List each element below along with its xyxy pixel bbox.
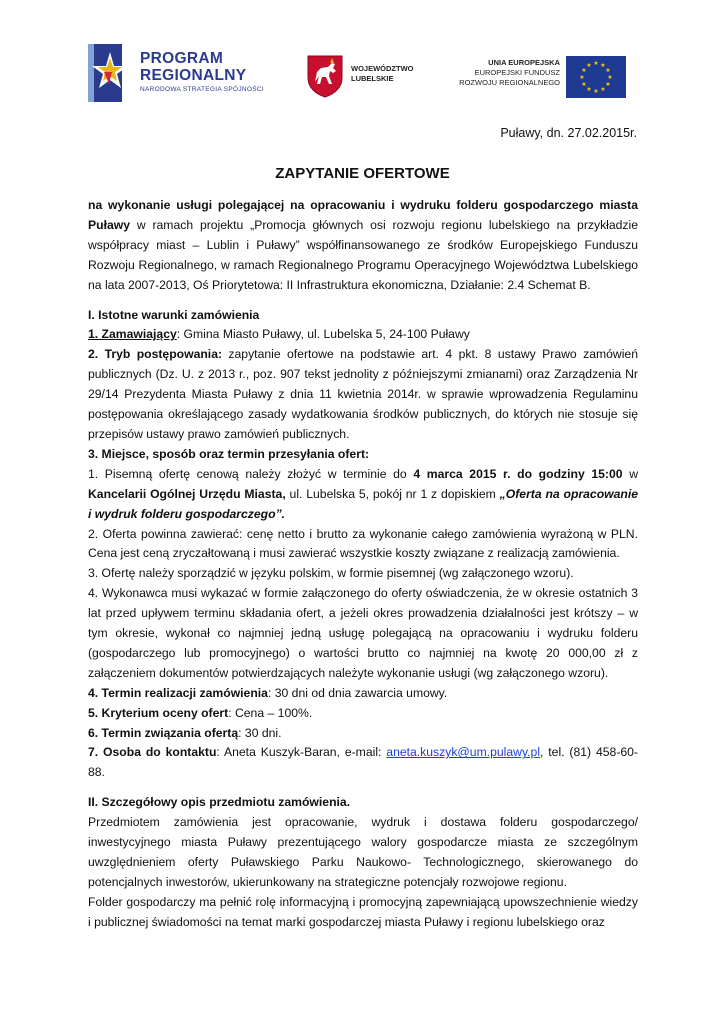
- program-regionalny-star-icon: [88, 42, 134, 104]
- eu-flag-icon: [566, 56, 626, 98]
- eu-logo-line3: ROZWOJU REGIONALNEGO: [459, 78, 560, 87]
- section2-para2: Folder gospodarczy ma pełnić rolę informacyjną i promocyjną zapewniającą upowszechnienie wiedzy i publicznej świadomości na temat marki gospodarczej miasta Puławy i regionu lubelskiego oraz: [88, 894, 638, 929]
- svg-text:★: ★: [600, 86, 606, 93]
- document-date: Puławy, dn. 27.02.2015r.: [500, 126, 637, 140]
- item4-text: : 30 dni od dnia zawarcia umowy.: [267, 685, 448, 700]
- svg-text:★: ★: [586, 86, 592, 93]
- program-regionalny-logo: [88, 42, 288, 108]
- item7: [88, 743, 638, 783]
- svg-text:★: ★: [600, 62, 606, 69]
- item6: [88, 724, 638, 744]
- eu-logo-line2: EUROPEJSKI FUNDUSZ: [474, 68, 560, 77]
- offer-deadline: 4 marca 2015 r. do godziny 15:00: [413, 466, 623, 481]
- item4-label: 4. Termin realizacji zamówienia: [88, 685, 268, 700]
- document-body: [88, 196, 638, 933]
- intro-bold: na wykonanie usługi polegającej na opracowaniu i wydruku folderu gospodarczego miasta Puławy: [88, 198, 638, 232]
- item2: [88, 345, 638, 445]
- woj-logo-line2: LUBELSKIE: [351, 74, 394, 83]
- program-logo-line2: REGIONALNY: [140, 67, 247, 84]
- item3-4: 4. Wykonawca musi wykazać w formie załączonego do oferty oświadczenia, że w okresie ostatnich 3 lat przed upływem terminu składania ofert, a jeżeli okres prowadzenia działalności jest krótszy – w tym okresie, wykonał co najmniej jedną usługę polegającą na opracowaniu i wydruku folderu (gospodarczego lub promocyjnego) o wartości brutto co najmniej na kwotę 20 000,00 zł z załączeniem dokumentów potwierdzających należyte wykonanie usługi (wg załączonego wzoru).: [88, 586, 638, 680]
- contact-email-link[interactable]: aneta.kuszyk@um.pulawy.pl: [386, 745, 541, 760]
- item6-label: 6. Termin związania ofertą: [88, 725, 239, 740]
- item4: [88, 684, 638, 704]
- item3-heading: 3. Miejsce, sposób oraz termin przesyłania ofert:: [88, 446, 370, 461]
- intro-paragraph: [88, 196, 638, 296]
- section2-para1: Przedmiotem zamówienia jest opracowanie, wydruk i dostawa folderu gospodarczego/ inwestycyjnego miasta Puławy prezentującego walory gospodarcze miasta ze szczególnym uwzględnieniem oferty Puławskiego Parku Naukowo- Technologicznego, skierowanego do potencjalnych inwestorów, ukierunkowany na strategiczne potencjały rozwojowe regionu.: [88, 815, 638, 889]
- item5: [88, 704, 638, 724]
- item1-label: 1. Zamawiający: [88, 327, 177, 342]
- document-header: [0, 0, 725, 110]
- wojewodztwo-lubelskie-logo: [306, 54, 414, 103]
- item7-text: : Aneta Kuszyk-Baran, e-mail:: [216, 745, 387, 760]
- svg-text:★: ★: [586, 62, 592, 69]
- intro-text: w ramach projektu „Promocja głównych osi rozwoju regionu lubelskiego na przykładzie współpracy miast – Lublin i Puławy” współfinansowanego ze środków Europejskiego Funduszu Rozwoju Regionalnego, w ramach Regionalnego Programu Operacyjnego Województwa Lubelskiego na lata 2007-2013, Oś Priorytetowa: II Infrastruktura ekonomiczna, Działanie: 2.4 Schemat B.: [88, 217, 639, 292]
- svg-text:★: ★: [605, 67, 611, 74]
- item5-text: : Cena – 100%.: [228, 705, 313, 720]
- item1-text: : Gmina Miasto Puławy, ul. Lubelska 5, 24-100 Puławy: [176, 327, 470, 342]
- item7-label: 7. Osoba do kontaktu: [88, 745, 217, 760]
- eu-fund-logo: [440, 56, 626, 100]
- svg-text:★: ★: [593, 88, 599, 95]
- item3-1-text-c: ul. Lubelska 5, pokój nr 1 z dopiskiem: [285, 486, 500, 501]
- item3-2: 2. Oferta powinna zawierać: cenę netto i brutto za wykonanie całego zamówienia wyrażoną w PLN. Cena jest ceną zryczałtowaną i musi zawierać wszystkie koszty związane z realizacją zamówienia.: [88, 526, 638, 561]
- offer-envelope-label: „Oferta na opracowanie i wydruk folderu gospodarczego”.: [88, 486, 639, 521]
- program-logo-subtitle: NARODOWA STRATEGIA SPÓJNOŚCI: [140, 86, 264, 93]
- item5-label: 5. Kryterium oceny ofert: [88, 705, 229, 720]
- svg-text:★: ★: [593, 60, 599, 67]
- program-logo-line1: PROGRAM: [140, 50, 224, 67]
- section2-heading: II. Szczegółowy opis przedmiotu zamówienia.: [88, 795, 351, 810]
- item3-1: [88, 465, 638, 525]
- item3-3: 3. Ofertę należy sporządzić w języku polskim, w formie pisemnej (wg załączonego wzoru).: [88, 566, 574, 581]
- offer-place: Kancelarii Ogólnej Urzędu Miasta,: [88, 486, 286, 501]
- item3-1-text-a: 1. Pisemną ofertę cenową należy złożyć w terminie do: [88, 466, 414, 481]
- svg-text:★: ★: [605, 81, 611, 88]
- item7-phone: , tel. (81) 458-60-88.: [88, 745, 638, 780]
- item6-text: : 30 dni.: [238, 725, 282, 740]
- eu-logo-line1: UNIA EUROPEJSKA: [488, 58, 560, 67]
- svg-text:★: ★: [607, 74, 613, 81]
- document-title: ZAPYTANIE OFERTOWE: [275, 165, 450, 182]
- item1: [88, 325, 638, 345]
- section1-heading: I. Istotne warunki zamówienia: [88, 307, 260, 322]
- svg-text:★: ★: [579, 74, 585, 81]
- svg-text:★: ★: [581, 67, 587, 74]
- item2-text: zapytanie ofertowe na podstawie art. 4 pkt. 8 ustawy Prawo zamówień publicznych (Dz. U. z 2013 r., poz. 907 tekst jednolity z późniejszymi zmianami) oraz Zarządzenia Nr 29/14 Prezydenta Miasta Puławy z dnia 11 kwietnia 2014r. w sprawie wprowadzenia Regulaminu postępowania określającego zasady wydatkowania środków publicznych, do których nie stosuje się przepisów ustawy prawo zamówień publicznych.: [88, 347, 638, 441]
- woj-logo-line1: WOJEWÓDZTWO: [351, 64, 414, 73]
- lubelskie-coat-of-arms-icon: [306, 54, 344, 98]
- svg-text:★: ★: [581, 81, 587, 88]
- item3-1-text-b: w: [622, 466, 638, 481]
- item2-label: 2. Tryb postępowania:: [88, 347, 223, 362]
